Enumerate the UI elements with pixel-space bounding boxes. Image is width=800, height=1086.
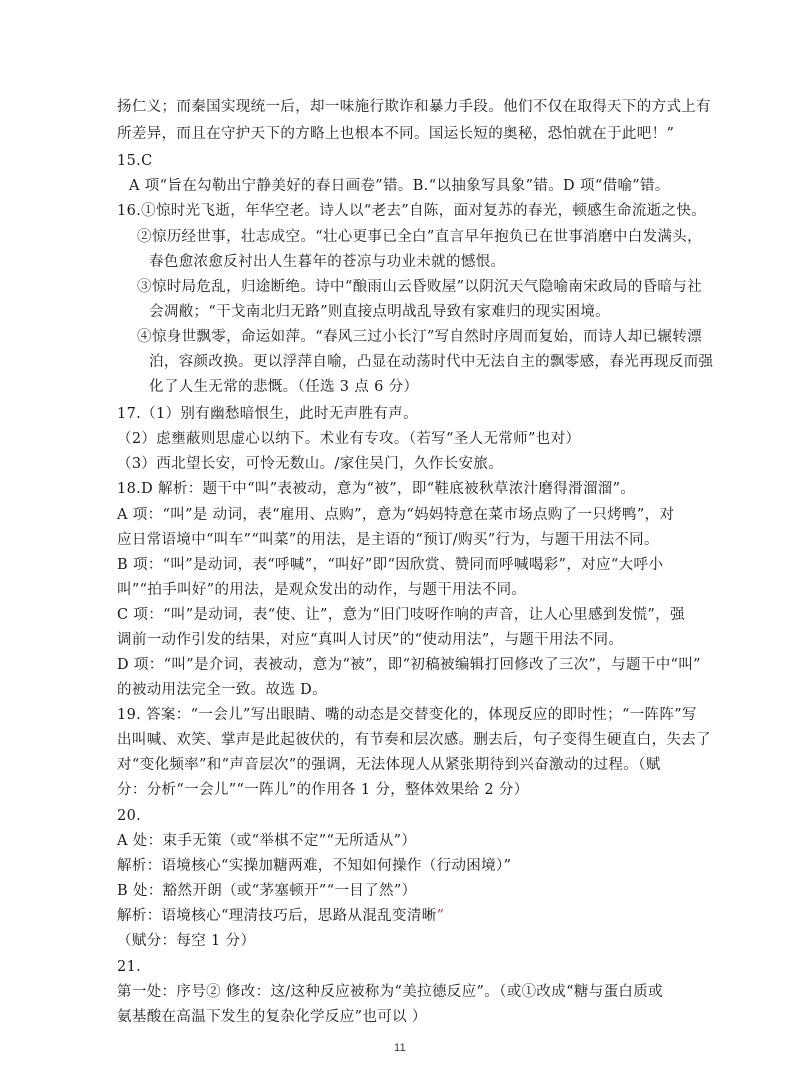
text-line: 解析：语境核心“实操加糖两难，不知如何操作（行动困境）”: [117, 858, 512, 874]
text-line: 19. 答案：“一会儿”写出眼睛、嘴的动态是交替变化的，体现反应的即时性；“一阵阵”写: [117, 707, 697, 723]
text-line: D 项：“叫”是介词，表被动，意为“被”，即“初稿被编辑打回修改了三次”，与题干中“叫”: [117, 657, 701, 673]
text-line-body: 解析：语境核心“理清技巧后，思路从混乱变清晰: [117, 908, 437, 924]
text-line: C 项：“叫”是动词，表“使、让”，意为“旧门吱呀作响的声音，让人心里感到发慌”，强: [117, 607, 685, 623]
text-line: B 项：“叫”是动词，表“呼喊”，“叫好”即“因欣赏、赞同而呼喊喝彩”，对应“大呼小: [117, 557, 664, 573]
question-number: 20.: [117, 808, 142, 824]
text-line: 的被动用法完全一致。故选 D。: [117, 682, 327, 698]
text-line: 调前一动作引发的结果，对应“真叫人讨厌”的“使动用法”，与题干用法不同。: [117, 632, 624, 648]
text-line: 会凋敝；“干戈南北归无路”则直接点明战乱导致有家难归的现实困境。: [149, 304, 611, 320]
text-line: A 项“旨在勾勒出宁静美好的春日画卷”错。B.“以抽象写具象”错。D 项“借喻”错。: [129, 178, 670, 194]
text-line: 分：分析“一会儿”“一阵儿”的作用各 1 分，整体效果给 2 分）: [117, 782, 529, 798]
text-line: （赋分：每空 1 分）: [117, 933, 256, 949]
text-line: （3）西北望长安，可怜无数山。/家住吴门，久作长安旅。: [117, 456, 504, 472]
text-line: 17.（1）别有幽愁暗恨生，此时无声胜有声。: [117, 406, 418, 422]
page-number: 11: [393, 1042, 407, 1054]
text-line: 氨基酸在高温下发生的复杂化学反应”也可以 ）: [117, 1009, 427, 1025]
text-line: 第一处：序号② 修改：这/这种反应被称为“美拉德反应”。（或①改成“糖与蛋白质或: [117, 984, 663, 1000]
text-line: 春色愈浓愈反衬出人生暮年的苍凉与功业未就的憾恨。: [149, 254, 506, 270]
text-line: 出叫喊、欢笑、掌声是此起彼伏的，有节奏和层次感。删去后，句子变得生硬直白，失去了: [117, 732, 711, 748]
text-line: 18.D 解析：题干中“叫”表被动，意为“被”，即“鞋底被秋草浓汁磨得滑溜溜”。: [117, 481, 636, 497]
text-line: ②惊历经世事，壮志成空。“壮心更事已全白”直言早年抱负已在世事消磨中白发满头，: [137, 229, 702, 245]
text-line: 对“变化频率”和“声音层次”的强调，无法体现人从紧张期待到兴奋激动的过程。（赋: [117, 757, 661, 773]
text-line: ③惊时局危乱，归途断绝。诗中“酿雨山云昏败屋”以阴沉天气隐喻南宋政局的昏暗与社: [137, 279, 702, 295]
text-line: 叫”“拍手叫好”的用法，是观众发出的动作，与题干用法不同。: [117, 582, 527, 598]
text-line: A 项：“叫”是 动词，表“雇用、点购”，意为“妈妈特意在菜市场点购了一只烤鸭”，对: [117, 507, 675, 523]
text-line: 应日常语境中“叫车”“叫菜”的用法，是主语的“预订/购买”行为，与题干用法不同。: [117, 532, 659, 548]
text-line: 扬仁义；而秦国实现统一后，却一味施行欺诈和暴力手段。他们不仅在取得天下的方式上有: [117, 99, 711, 115]
text-line: （2）虑壅蔽则思虚心以纳下。术业有专攻。（若写“圣人无常师”也对）: [117, 431, 581, 447]
text-line: 化了人生无常的悲慨。（任选 3 点 6 分）: [149, 379, 419, 395]
text-line: 16.①惊时光飞逝，年华空老。诗人以“老去”自陈，面对复苏的春光，顿感生命流逝之快。: [117, 203, 707, 219]
question-number: 21.: [117, 959, 142, 975]
text-line: [117, 906, 444, 926]
text-line: B 处：豁然开朗（或“茅塞顿开”“一目了然”）: [117, 883, 417, 899]
text-line: 泊，容颜改换。更以浮萍自喻，凸显在动荡时代中无法自主的飘零感，春光再现反而强: [149, 354, 714, 370]
red-quote-mark: ”: [436, 908, 445, 924]
question-number: 15.C: [117, 153, 153, 169]
text-line: A 处：束手无策（或“举棋不定”“无所适从”）: [117, 833, 417, 849]
text-line: 所差异，而且在守护天下的方略上也根本不同。国运长短的奥秘，恐怕就在于此吧！”: [117, 126, 675, 142]
text-line: ④惊身世飘零，命运如萍。“春风三过小长汀”写自然时序周而复始，而诗人却已辗转漂: [137, 329, 702, 345]
